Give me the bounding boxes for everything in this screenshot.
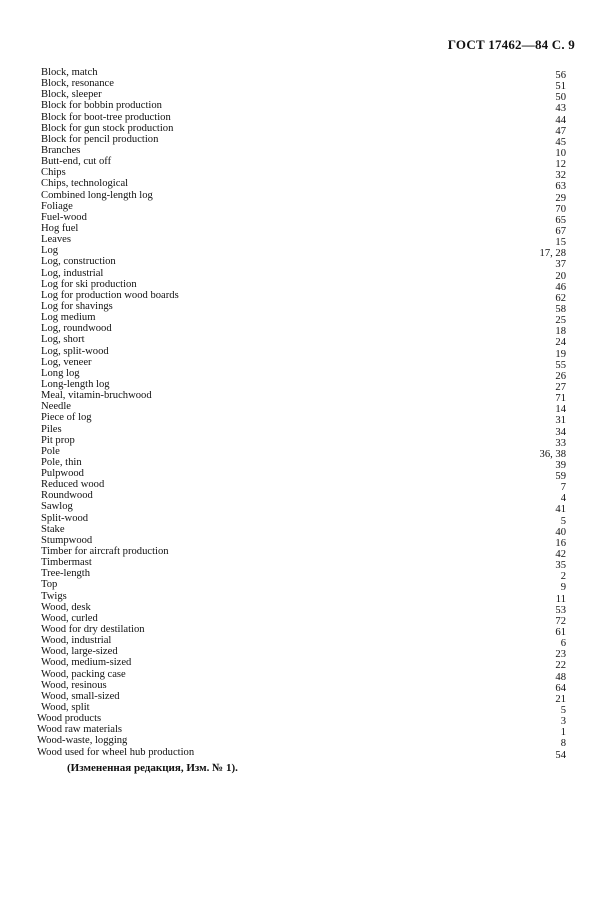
- index-entry: [37, 156, 566, 171]
- index-entry: [37, 378, 566, 393]
- index-term: Twigs: [41, 590, 67, 602]
- index-term: Fuel-wood: [41, 211, 87, 223]
- index-entry: [37, 735, 566, 750]
- index-page-number: 61: [555, 627, 566, 639]
- index-entry: [37, 635, 566, 650]
- index-page-number: 31: [555, 415, 566, 427]
- index-entry: [37, 412, 566, 427]
- index-entry: [37, 479, 566, 494]
- index-term: Log, split-wood: [41, 345, 109, 357]
- index-page-number: 33: [555, 437, 566, 449]
- index-term: Block, sleeper: [41, 89, 102, 101]
- index-term: Wood, resinous: [41, 679, 107, 691]
- index-page-number: 18: [555, 326, 566, 338]
- index-entry: [37, 724, 566, 739]
- index-term: Top: [41, 579, 58, 591]
- index-term: Branches: [41, 144, 81, 156]
- index-page-number: 8: [560, 738, 566, 750]
- index-term: Log, veneer: [41, 356, 92, 368]
- index-term: Log, short: [41, 334, 85, 346]
- index-page-number: 50: [555, 92, 566, 104]
- index-page-number: 7: [560, 482, 566, 494]
- index-page-number: 26: [555, 370, 566, 382]
- index-page-number: 19: [555, 348, 566, 360]
- index-entry: [37, 657, 566, 672]
- index-entry: [37, 89, 566, 104]
- index-term: Reduced wood: [41, 479, 105, 491]
- page-header: ГОСТ 17462—84 С. 9: [447, 37, 575, 52]
- index-entry: [37, 579, 566, 594]
- index-page-number: 25: [555, 315, 566, 327]
- index-entry: [37, 256, 566, 271]
- index-term: Wood, industrial: [41, 635, 112, 647]
- index-entry: [37, 546, 566, 561]
- index-page-number: 67: [555, 225, 566, 237]
- index-entry: [37, 189, 566, 204]
- index-entry: [37, 356, 566, 371]
- index-page-number: 34: [555, 426, 566, 438]
- index-entry: [37, 222, 566, 237]
- index-page-number: 44: [555, 114, 566, 126]
- index-term: Block for bobbin production: [41, 100, 162, 112]
- index-page-number: 37: [555, 259, 566, 271]
- index-term: Split-wood: [41, 512, 89, 524]
- index-entry: [37, 345, 566, 360]
- index-entry: [37, 713, 566, 728]
- index-entry: [37, 590, 566, 605]
- index-entry: [37, 679, 566, 694]
- index-term: Long-length log: [41, 378, 110, 390]
- index-term: Wood for dry destilation: [41, 624, 145, 636]
- index-entry: [37, 534, 566, 549]
- index-page-number: 35: [555, 560, 566, 572]
- index-term: Wood, split: [41, 702, 90, 714]
- index-entry: [37, 100, 566, 115]
- index-entry: [37, 267, 566, 282]
- index-term: Pulpwood: [41, 468, 84, 480]
- index-page-number: 32: [555, 170, 566, 182]
- index-page-number: 71: [555, 393, 566, 405]
- index-page-number: 70: [555, 203, 566, 215]
- index-page-number: 46: [555, 281, 566, 293]
- index-page-number: 53: [555, 604, 566, 616]
- index-term: Wood, small-sized: [41, 690, 120, 702]
- index-term: Wood, curled: [41, 612, 98, 624]
- index-term: Block for pencil production: [41, 133, 159, 145]
- index-entry: [37, 468, 566, 483]
- index-page-number: 39: [555, 459, 566, 471]
- index-page-number: 48: [555, 671, 566, 683]
- index-term: Log, construction: [41, 256, 116, 268]
- index-entry: [37, 111, 566, 126]
- index-page-number: 20: [555, 270, 566, 282]
- index-term: Meal, vitamin-bruchwood: [41, 390, 152, 402]
- index-entry: [37, 624, 566, 639]
- index-term: Log, industrial: [41, 267, 104, 279]
- index-entry: [37, 323, 566, 338]
- index-page-number: 59: [555, 471, 566, 483]
- index-term: Log, roundwood: [41, 323, 112, 335]
- index-page-number: 2: [560, 571, 566, 583]
- index-term: Pit prop: [41, 434, 75, 446]
- index-page-number: 12: [555, 159, 566, 171]
- index-term: Log for production wood boards: [41, 289, 179, 301]
- index-entry: [37, 456, 566, 471]
- index-page-number: 42: [555, 549, 566, 561]
- index-term: Long log: [41, 367, 80, 379]
- index-page-number: 17, 28: [539, 248, 566, 260]
- index-page-number: 72: [555, 615, 566, 627]
- index-page-number: 6: [560, 638, 566, 650]
- index-term: Stake: [41, 523, 65, 535]
- index-entry: [37, 501, 566, 516]
- index-entry: [37, 646, 566, 661]
- index-entry: [37, 568, 566, 583]
- index-page-number: 64: [555, 682, 566, 694]
- index-entry: [37, 312, 566, 327]
- index-page-number: 9: [560, 582, 566, 594]
- index-entry: [37, 401, 566, 416]
- index-entry: [37, 601, 566, 616]
- index-entry: [37, 200, 566, 215]
- index-term: Leaves: [41, 234, 71, 246]
- index-term: Log for shavings: [41, 300, 113, 312]
- index-term: Timbermast: [41, 557, 92, 569]
- index-entry: [37, 289, 566, 304]
- index-entry: [37, 367, 566, 382]
- index-term: Pole, thin: [41, 456, 82, 468]
- index-term: Pole: [41, 445, 60, 457]
- index-term: Piles: [41, 423, 62, 435]
- index-page-number: 24: [555, 337, 566, 349]
- index-page-number: 16: [555, 537, 566, 549]
- index-page-number: 23: [555, 649, 566, 661]
- index-page-number: 54: [555, 749, 566, 761]
- index-term: Log medium: [41, 312, 96, 324]
- index-entry: [37, 334, 566, 349]
- index-entry: [37, 122, 566, 137]
- index-page-number: 14: [555, 404, 566, 416]
- index-term: Tree-length: [41, 568, 91, 580]
- index-term: Foliage: [41, 200, 73, 212]
- index-entry: [37, 423, 566, 438]
- index-entry: [37, 512, 566, 527]
- index-entry: [37, 234, 566, 249]
- index-term: Wood, packing case: [41, 668, 126, 680]
- index-term: Timber for aircraft production: [41, 546, 169, 558]
- index-page-number: 5: [560, 705, 566, 717]
- index-page-number: 58: [555, 303, 566, 315]
- term-index-list: [37, 67, 566, 761]
- index-term: Wood-waste, logging: [37, 735, 128, 747]
- index-term: Combined long-length log: [41, 189, 153, 201]
- index-page-number: 56: [555, 70, 566, 81]
- index-page-number: 36, 38: [539, 448, 566, 460]
- index-entry: [37, 668, 566, 683]
- amendment-note: (Измененная редакция, Изм. № 1).: [67, 762, 238, 774]
- index-page-number: 5: [560, 515, 566, 527]
- index-term: Sawlog: [41, 501, 73, 513]
- index-term: Piece of log: [41, 412, 92, 424]
- index-term: Wood, large-sized: [41, 646, 118, 658]
- index-page-number: 22: [555, 660, 566, 672]
- index-page-number: 4: [560, 493, 566, 505]
- index-entry: [37, 746, 566, 761]
- index-term: Stumpwood: [41, 534, 93, 546]
- index-term: Roundwood: [41, 490, 93, 502]
- index-page-number: 43: [555, 103, 566, 115]
- index-term: Chips: [41, 167, 66, 179]
- index-page-number: 55: [555, 359, 566, 371]
- index-term: Wood, desk: [41, 601, 91, 613]
- index-entry: [37, 702, 566, 717]
- index-page-number: 29: [555, 192, 566, 204]
- index-entry: [37, 300, 566, 315]
- index-entry: [37, 67, 566, 81]
- index-entry: [37, 278, 566, 293]
- index-term: Hog fuel: [41, 222, 79, 234]
- index-page-number: 1: [560, 727, 566, 739]
- index-term: Block, match: [41, 67, 98, 78]
- index-term: Log: [41, 245, 59, 257]
- index-page-number: 45: [555, 136, 566, 148]
- index-page-number: 11: [555, 593, 566, 605]
- index-entry: [37, 612, 566, 627]
- index-page-number: 47: [555, 125, 566, 137]
- index-entry: [37, 167, 566, 182]
- index-term: Block for boot-tree production: [41, 111, 171, 123]
- index-entry: [37, 445, 566, 460]
- index-term: Butt-end, cut off: [41, 156, 112, 168]
- index-page-number: 15: [555, 237, 566, 249]
- index-entry: [37, 390, 566, 405]
- index-term: Needle: [41, 401, 71, 413]
- index-page-number: 63: [555, 181, 566, 193]
- index-entry: [37, 523, 566, 538]
- index-page-number: 41: [555, 504, 566, 516]
- index-entry: [37, 434, 566, 449]
- index-entry: [37, 490, 566, 505]
- index-entry: [37, 178, 566, 193]
- index-page-number: 21: [555, 693, 566, 705]
- index-page-number: 27: [555, 381, 566, 393]
- index-entry: [37, 133, 566, 148]
- index-page-number: 62: [555, 292, 566, 304]
- index-entry: [37, 557, 566, 572]
- index-entry: [37, 144, 566, 159]
- index-page-number: 65: [555, 214, 566, 226]
- index-term: Chips, technological: [41, 178, 129, 190]
- index-page-number: 40: [555, 526, 566, 538]
- index-term: Wood raw materials: [37, 724, 123, 736]
- index-term: Block for gun stock production: [41, 122, 174, 134]
- index-term: Wood products: [37, 713, 102, 725]
- index-page-number: 3: [560, 716, 566, 728]
- index-term: Wood, medium-sized: [41, 657, 132, 669]
- index-entry: [37, 211, 566, 226]
- index-entry: [37, 78, 566, 93]
- index-term: Wood used for wheel hub production: [37, 746, 195, 758]
- index-term: Block, resonance: [41, 78, 114, 90]
- index-term: Log for ski production: [41, 278, 137, 290]
- index-page-number: 10: [555, 147, 566, 159]
- index-entry: [37, 245, 566, 260]
- index-entry: [37, 690, 566, 705]
- index-page-number: 51: [555, 81, 566, 93]
